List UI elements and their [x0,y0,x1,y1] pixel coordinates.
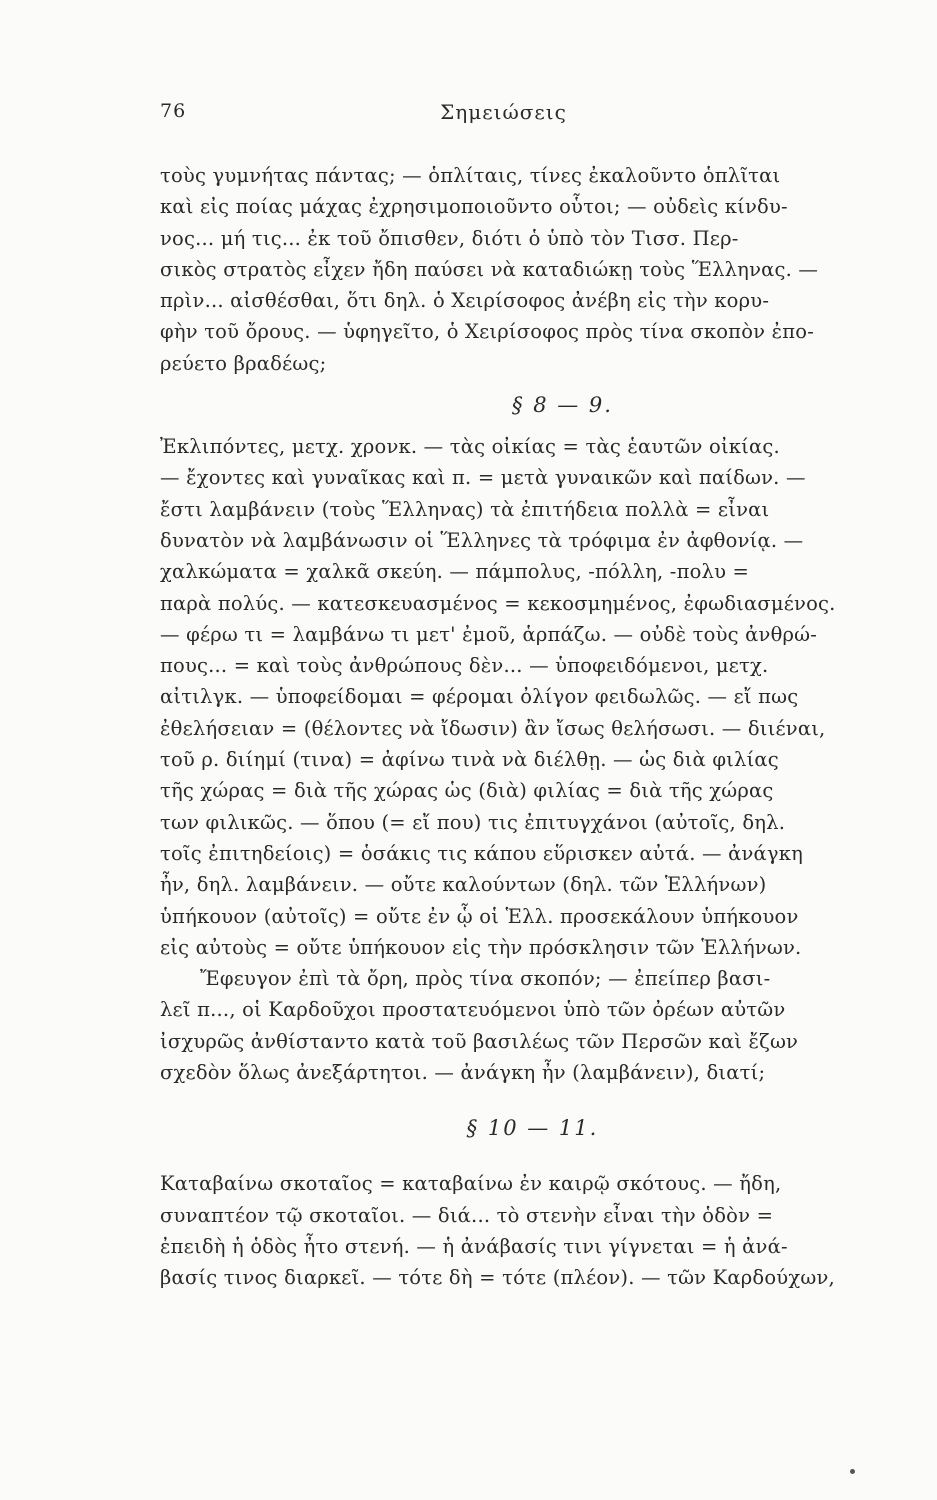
text-line: τοὺς γυμνήτας πάντας; — ὁπλίταις, τίνες ἐκαλοῦντο ὁπλῖται [160,164,781,187]
text-line: τῆς χώρας = διὰ τῆς χώρας ὡς (διὰ) φιλίας = διὰ τῆς χώρας [160,779,774,803]
text-line: σικὸς στρατὸς εἶχεν ἤδη παύσει νὰ καταδιώκῃ τοὺς Ἕλληνας. — [160,257,819,281]
text-line: τοῖς ἐπιτηδείοις) = ὁσάκις τις κάπου εὕρισκεν αὐτά. — ἀνάγκη [160,841,804,865]
text-line: παρὰ πολύς. — κατεσκευασμένος = κεκοσμημένος, ἐφωδιασμένος. [160,591,836,615]
text-line: ἰσχυρῶς ἀνθίσταντο κατὰ τοῦ βασιλέως τῶν Περσῶν καὶ ἔζων [160,1029,799,1053]
text-line: ἐπειδὴ ἡ ὁδὸς ἦτο στενή. — ἡ ἀνάβασίς τινι γίγνεται = ἡ ἀνά- [160,1234,788,1258]
text-line: Καταβαίνω σκοταῖος = καταβαίνω ἐν καιρῷ σκότους. — ἤδη, [160,1172,782,1196]
text-line: λεῖ π..., οἱ Καρδοῦχοι προστατευόμενοι ὑπὸ τῶν ὀρέων αὐτῶν [160,998,786,1022]
text-line: τοῦ ρ. διίημί (τινα) = ἀφίνω τινὰ νὰ διέλθῃ. — ὡς διὰ φιλίας [160,748,779,772]
text-line: πους... = καὶ τοὺς ἀνθρώπους δὲν... — ὑποφειδόμενοι, μετχ. [160,654,769,678]
text-line: αἰτιλγκ. — ὑποφείδομαι = φέρομαι ὀλίγον φειδωλῶς. — εἴ πως [160,685,799,709]
text-line: καὶ εἰς ποίας μάχας ἐχρησιμοποιοῦντο οὗτοι; — οὐδεὶς κίνδυ- [160,195,788,219]
text-line: — φέρω τι = λαμβάνω τι μετ' ἐμοῦ, ἁρπάζω. — οὐδὲ τοὺς ἀνθρώ- [160,622,818,646]
text-line: Ἐκλιπόντες, μετχ. χρονκ. — τὰς οἰκίας = τὰς ἑαυτῶν οἰκίας. [160,435,780,459]
text-line: ἔστι λαμβάνειν (τοὺς Ἕλληνας) τὰ ἐπιτήδεια πολλὰ = εἶναι [160,497,770,521]
text-line: δυνατὸν νὰ λαμβάνωσιν οἱ Ἕλληνες τὰ τρόφιμα ἐν ἀφθονίᾳ. — [160,528,804,552]
page-number: 76 [160,100,187,122]
print-speck [850,1469,855,1474]
text-line: Ἔφευγον ἐπὶ τὰ ὄρη, πρὸς τίνα σκοπόν; — ἐπείπερ βασι- [200,967,771,991]
notes-body [160,160,905,1294]
text-line: εἰς αὐτοὺς = οὔτε ὑπήκουον εἰς τὴν πρόσκλησιν τῶν Ἑλλήνων. [160,935,802,959]
text-line: — ἔχοντες καὶ γυναῖκας καὶ π. = μετὰ γυναικῶν καὶ παίδων. — [160,466,806,490]
text-line: πρὶν... αἰσθέσθαι, ὅτι δηλ. ὁ Χειρίσοφος ἀνέβη εἰς τὴν κορυ- [160,289,770,313]
running-head: Σημειώσεις [440,100,567,124]
section-heading: § 8 — 9. [512,393,613,418]
text-line: σχεδὸν ὅλως ἀνεξάρτητοι. — ἀνάγκη ἦν (λαμβάνειν), διατί; [160,1061,766,1085]
text-line: συναπτέον τῷ σκοταῖοι. — διά... τὸ στενὴν εἶναι τὴν ὁδὸν = [160,1203,774,1227]
text-line: ἦν, δηλ. λαμβάνειν. — οὔτε καλούντων (δηλ. τῶν Ἑλλήνων) [160,873,767,897]
text-line: ὑπήκουον (αὐτοῖς) = οὔτε ἐν ᾧ οἱ Ἑλλ. προσεκάλουν ὑπήκουον [160,904,799,928]
page-header [160,100,847,140]
text-line: βασίς τινος διαρκεῖ. — τότε δὴ = τότε (πλέον). — τῶν Καρδούχων, [160,1266,835,1290]
text-line: ἐθελήσειαν = (θέλοντες νὰ ἴδωσιν) ἂν ἴσως θελήσωσι. — διιέναι, [160,716,826,740]
text-line: ρεύετο βραδέως; [160,351,327,375]
text-line: των φιλικῶς. — ὅπου (= εἴ που) τις ἐπιτυγχάνοι (αὐτοῖς, δηλ. [160,810,786,834]
section-heading: § 10 — 11. [466,1116,599,1141]
text-line: χαλκώματα = χαλκᾶ σκεύη. — πάμπολυς, -πόλλη, -πολυ = [160,560,750,584]
text-line: φὴν τοῦ ὄρους. — ὑφηγεῖτο, ὁ Χειρίσοφος πρὸς τίνα σκοπὸν ἐπο- [160,320,814,344]
text-line: νος... μή τις... ἐκ τοῦ ὄπισθεν, διότι ὁ ὑπὸ τὸν Τισσ. Περ- [160,226,739,250]
